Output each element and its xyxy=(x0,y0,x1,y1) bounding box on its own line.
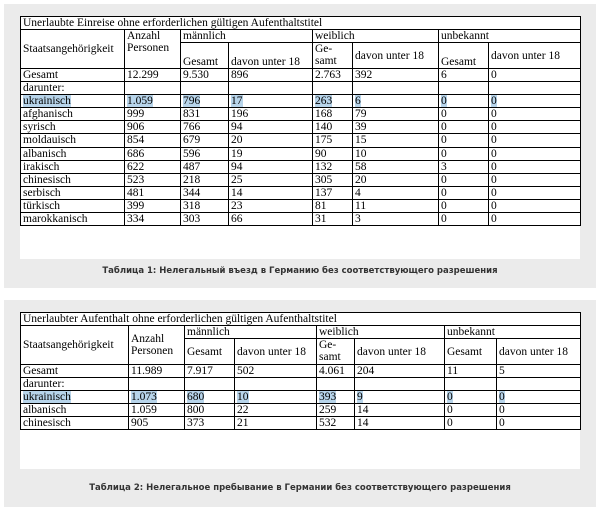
value-cell: 0 xyxy=(491,121,497,134)
value-cell: 0 xyxy=(447,391,453,404)
header-female-under18: davon unter 18 xyxy=(355,339,445,365)
value-cell: 21 xyxy=(237,417,249,430)
value-cell: 0 xyxy=(499,417,505,430)
value-cell: 1.059 xyxy=(131,404,157,417)
value-cell: 132 xyxy=(315,160,333,173)
value-cell: 196 xyxy=(231,108,249,121)
table-row xyxy=(21,160,581,173)
value-cell: 796 xyxy=(183,95,201,108)
value-cell: 622 xyxy=(127,160,145,173)
table2-body xyxy=(21,391,581,430)
header-male-under18: davon unter 18 xyxy=(229,43,313,69)
nationality-cell: türkisch xyxy=(23,199,61,212)
value-cell: 0 xyxy=(441,212,447,225)
value-cell: 854 xyxy=(127,134,145,147)
header-nationality: Staatsangehörigkeit xyxy=(21,30,125,69)
table2-title-row xyxy=(21,313,581,326)
darunter-label: darunter: xyxy=(21,82,125,95)
darunter-label: darunter: xyxy=(21,378,129,391)
table-row xyxy=(21,121,581,134)
value-cell: 0 xyxy=(491,108,497,121)
header-female: weiblich xyxy=(313,30,439,43)
value-cell: 94 xyxy=(231,160,243,173)
nationality-cell: ukrainisch xyxy=(23,391,71,404)
value-cell: 0 xyxy=(441,173,447,186)
cell: Gesamt xyxy=(21,69,125,82)
table2-title: Unerlaubter Aufenthalt ohne erforderlichen gültigen Aufenthaltstitel xyxy=(21,313,581,326)
table1-title-row xyxy=(21,17,581,30)
cell: 204 xyxy=(355,365,445,378)
table2 xyxy=(20,312,581,430)
value-cell: 686 xyxy=(127,147,145,160)
cell: 4.061 xyxy=(317,365,355,378)
header-female-total: Ge-samt xyxy=(317,339,355,365)
table-row xyxy=(21,212,581,225)
value-cell: 22 xyxy=(237,404,249,417)
table1-darunter-row xyxy=(21,82,581,95)
nationality-cell: moldauisch xyxy=(23,134,77,147)
cell: 11.989 xyxy=(129,365,185,378)
table2-darunter-row xyxy=(21,378,581,391)
cell: 5 xyxy=(497,365,581,378)
table1-gesamt-row xyxy=(21,69,581,82)
header-persons: Anzahl Personen xyxy=(129,326,185,365)
value-cell: 305 xyxy=(315,173,333,186)
value-cell: 25 xyxy=(231,173,243,186)
value-cell: 0 xyxy=(441,108,447,121)
header-unknown: unbekannt xyxy=(445,326,581,339)
table1 xyxy=(20,16,581,226)
table-row xyxy=(21,417,581,430)
cell: 12.299 xyxy=(125,69,181,82)
nationality-cell: irakisch xyxy=(23,160,60,173)
value-cell: 137 xyxy=(315,186,333,199)
table2-header-row-1 xyxy=(21,326,581,339)
value-cell: 3 xyxy=(355,212,361,225)
value-cell: 140 xyxy=(315,121,333,134)
value-cell: 10 xyxy=(355,147,367,160)
cell: 896 xyxy=(229,69,313,82)
value-cell: 680 xyxy=(187,391,205,404)
value-cell: 0 xyxy=(491,212,497,225)
value-cell: 4 xyxy=(355,186,361,199)
header-female-total: Ge-samt xyxy=(313,43,353,69)
value-cell: 596 xyxy=(183,147,201,160)
value-cell: 17 xyxy=(231,95,243,108)
value-cell: 11 xyxy=(355,199,367,212)
value-cell: 334 xyxy=(127,212,145,225)
value-cell: 20 xyxy=(231,134,243,147)
header-female-under18: davon unter 18 xyxy=(353,43,439,69)
value-cell: 66 xyxy=(231,212,243,225)
value-cell: 31 xyxy=(315,212,327,225)
value-cell: 20 xyxy=(355,173,367,186)
value-cell: 0 xyxy=(447,404,453,417)
nationality-cell: ukrainisch xyxy=(23,95,71,108)
value-cell: 15 xyxy=(355,134,367,147)
value-cell: 14 xyxy=(357,417,369,430)
value-cell: 14 xyxy=(357,404,369,417)
value-cell: 0 xyxy=(491,199,497,212)
header-unknown: unbekannt xyxy=(439,30,581,43)
header-nationality: Staatsangehörigkeit xyxy=(21,326,129,365)
value-cell: 19 xyxy=(231,147,243,160)
value-cell: 344 xyxy=(183,186,201,199)
nationality-cell: syrisch xyxy=(23,121,56,134)
table2-panel xyxy=(4,300,596,507)
value-cell: 487 xyxy=(183,160,201,173)
header-male-total: Gesamt xyxy=(181,43,229,69)
nationality-cell: chinesisch xyxy=(23,417,71,430)
value-cell: 90 xyxy=(315,147,327,160)
value-cell: 318 xyxy=(183,199,201,212)
table2-caption: Таблица 2: Нелегальное пребывание в Германии без соответствующего разрешения xyxy=(89,483,511,493)
value-cell: 218 xyxy=(183,173,201,186)
header-male: männlich xyxy=(181,30,313,43)
value-cell: 766 xyxy=(183,121,201,134)
value-cell: 0 xyxy=(491,147,497,160)
header-unknown-under18: davon unter 18 xyxy=(497,339,581,365)
value-cell: 259 xyxy=(319,404,337,417)
table1-caption: Таблица 1: Нелегальный въезд в Германию без соответствующего разрешения xyxy=(102,266,498,276)
header-male-under18: davon unter 18 xyxy=(235,339,317,365)
value-cell: 999 xyxy=(127,108,145,121)
nationality-cell: chinesisch xyxy=(23,173,71,186)
nationality-cell: afghanisch xyxy=(23,108,73,121)
value-cell: 6 xyxy=(355,95,361,108)
value-cell: 263 xyxy=(315,95,333,108)
table-row xyxy=(21,108,581,121)
value-cell: 14 xyxy=(231,186,243,199)
table1-image xyxy=(20,16,580,259)
value-cell: 23 xyxy=(231,199,243,212)
nationality-cell: albanisch xyxy=(23,147,67,160)
cell: 392 xyxy=(353,69,439,82)
value-cell: 39 xyxy=(355,121,367,134)
value-cell: 0 xyxy=(447,417,453,430)
value-cell: 906 xyxy=(127,121,145,134)
header-male: männlich xyxy=(185,326,317,339)
table1-header-row-1 xyxy=(21,30,581,43)
value-cell: 0 xyxy=(441,121,447,134)
value-cell: 3 xyxy=(441,160,447,173)
header-male-total: Gesamt xyxy=(185,339,235,365)
table2-image xyxy=(20,312,580,469)
table1-title: Unerlaubte Einreise ohne erforderlichen gültigen Aufenthaltstitel xyxy=(21,17,581,30)
value-cell: 0 xyxy=(441,147,447,160)
cell: 9.530 xyxy=(181,69,229,82)
value-cell: 58 xyxy=(355,160,367,173)
value-cell: 81 xyxy=(315,199,327,212)
value-cell: 0 xyxy=(441,199,447,212)
value-cell: 373 xyxy=(187,417,205,430)
table2-gesamt-row xyxy=(21,365,581,378)
value-cell: 0 xyxy=(491,160,497,173)
table1-panel xyxy=(4,4,596,288)
header-unknown-total: Gesamt xyxy=(445,339,497,365)
cell: 502 xyxy=(235,365,317,378)
table1-body xyxy=(21,95,581,226)
cell: 2.763 xyxy=(313,69,353,82)
value-cell: 1.073 xyxy=(131,391,157,404)
value-cell: 0 xyxy=(491,95,497,108)
value-cell: 0 xyxy=(499,404,505,417)
value-cell: 168 xyxy=(315,108,333,121)
value-cell: 94 xyxy=(231,121,243,134)
table-row xyxy=(21,186,581,199)
table-row xyxy=(21,404,581,417)
cell: 6 xyxy=(439,69,489,82)
table-row xyxy=(21,391,581,404)
value-cell: 1.059 xyxy=(127,95,153,108)
header-female: weiblich xyxy=(317,326,445,339)
value-cell: 679 xyxy=(183,134,201,147)
value-cell: 0 xyxy=(441,186,447,199)
value-cell: 393 xyxy=(319,391,337,404)
header-unknown-total: Gesamt xyxy=(439,43,489,69)
value-cell: 831 xyxy=(183,108,201,121)
table-row xyxy=(21,173,581,186)
cell: 11 xyxy=(445,365,497,378)
table-row xyxy=(21,147,581,160)
table-row xyxy=(21,199,581,212)
value-cell: 399 xyxy=(127,199,145,212)
table-row xyxy=(21,95,581,108)
value-cell: 523 xyxy=(127,173,145,186)
value-cell: 303 xyxy=(183,212,201,225)
header-persons: Anzahl Personen xyxy=(125,30,181,69)
header-unknown-under18: davon unter 18 xyxy=(489,43,581,69)
cell: Gesamt xyxy=(21,365,129,378)
value-cell: 905 xyxy=(131,417,149,430)
value-cell: 10 xyxy=(237,391,249,404)
value-cell: 0 xyxy=(441,95,447,108)
value-cell: 532 xyxy=(319,417,337,430)
value-cell: 0 xyxy=(491,186,497,199)
value-cell: 0 xyxy=(499,391,505,404)
nationality-cell: serbisch xyxy=(23,186,61,199)
value-cell: 79 xyxy=(355,108,367,121)
cell: 0 xyxy=(489,69,581,82)
value-cell: 800 xyxy=(187,404,205,417)
value-cell: 9 xyxy=(357,391,363,404)
table-row xyxy=(21,134,581,147)
value-cell: 175 xyxy=(315,134,333,147)
value-cell: 481 xyxy=(127,186,145,199)
value-cell: 0 xyxy=(491,173,497,186)
value-cell: 0 xyxy=(491,134,497,147)
nationality-cell: albanisch xyxy=(23,404,67,417)
value-cell: 0 xyxy=(441,134,447,147)
cell: 7.917 xyxy=(185,365,235,378)
nationality-cell: marokkanisch xyxy=(23,212,88,225)
